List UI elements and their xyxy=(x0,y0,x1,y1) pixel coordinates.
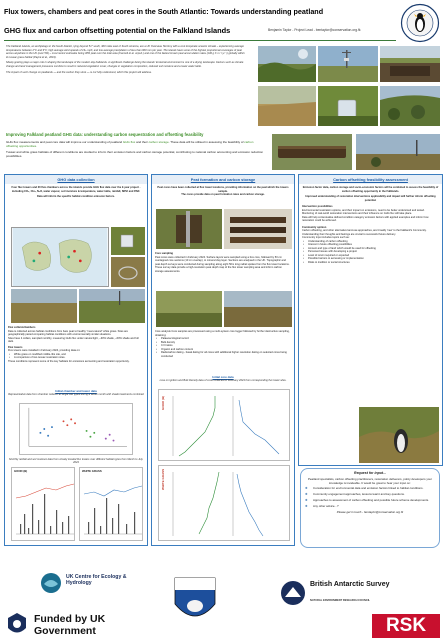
contact-line[interactable]: Please get in touch - bentaylor@conservation.org.fk xyxy=(336,509,404,514)
list-item: • Understanding of carbon offsetting xyxy=(302,240,439,244)
photo-tussac-coast xyxy=(258,46,316,82)
panel-intro: Peat cores have been collected at flux tower locations, providing information on the peat which the towers sample. xyxy=(157,186,289,193)
panel-intro: Improved understanding of restoration interventions applicability and impact will further inform offsetting potential. xyxy=(305,195,436,202)
list-item: • C:N ratios xyxy=(155,344,291,348)
photo-survey-1 xyxy=(156,291,222,327)
section-heading: Flux towers xyxy=(8,345,23,349)
aims-text-part: GHG flux measurements and peat core data will improve our understanding of peatland xyxy=(6,140,123,144)
panel-intro: The cores provide data on peat formation rates and carbon storage. xyxy=(181,193,265,196)
photo-penguin-grass xyxy=(359,407,439,463)
panel-body-3 xyxy=(155,330,291,360)
section-text: Data will help contextualise defined condition category emission factors with applied examples and inform how restoration could be achieved. xyxy=(302,215,429,222)
photo-peat-coring xyxy=(156,209,222,249)
chart-panel-label: GOOD (B) xyxy=(14,469,28,473)
panel-body xyxy=(155,186,291,199)
panel-carbon-offsetting xyxy=(298,174,443,466)
chart2-header xyxy=(8,458,144,464)
list-item: • A comparison of two tussac restoration sites. xyxy=(8,356,144,360)
section-text: Community input includes topics such as: xyxy=(302,236,350,239)
panel-intro: Four flux towers and 20 flux chambers across the islands provide GHG flux data over the 2-year project - including CO₂, CH₄, N₂O, water vapour, soil moisture & temperature, water table, rainfall, NDVI and PAR. xyxy=(11,186,141,193)
list-item: • Level of return required or expected xyxy=(302,254,439,258)
list-item: • Perceived issues with developing a project xyxy=(302,250,439,254)
photo-grass-site-2 xyxy=(79,289,145,323)
intro-text xyxy=(6,45,246,76)
request-item: ✱ Community engagement approaches, lessons learnt and key questions. xyxy=(305,493,435,497)
section-heading: Flux collars/chambers xyxy=(8,326,36,329)
rsk-text: RSK xyxy=(385,615,427,636)
list-item: • Possible barriers to accessing or implementation xyxy=(302,257,439,261)
aims-highlight: carbon storage xyxy=(148,140,169,144)
intro-paragraph: The Falkland Islands, an archipelago in the South Atlantic, lying beyond 51° south, 300 miles east of South America, are a UK Overseas Territory with a cool temperate oceanic climate – experiencing average temperatures between 2°C and 9°C; high average wind speeds of 19+ mph; and low average precipitation of less than 600 mm per year. The islands have some of the highest proportional coverages of peat across anywhere in the UK (over 5%) – most recent estimates being 38% peat over the total area (Cannell et al. unpub.) and one of the fastest known peat accumulation rates (130 g C m⁻² yr⁻¹) globally within its tussac grass habitat (Payne et al., 2019). xyxy=(6,45,245,59)
section-text: Core analysis Core samples are processed using a multi-system core logger followed by further destructive sampling, obtaining: xyxy=(155,330,290,337)
funded-by-uk-gov-logo xyxy=(6,612,136,640)
aims-text-part: and their xyxy=(135,140,149,144)
chamber-flux-chart xyxy=(19,403,133,455)
photo-chamber-site xyxy=(111,227,145,255)
rainfall-chart-white-grass xyxy=(79,467,143,541)
list-item: • Organic and carbon content xyxy=(155,348,291,352)
ukceh-text: UK Centre for Ecology & Hydrology xyxy=(66,574,127,586)
chart-panel-label: GOOD (B) xyxy=(161,395,165,410)
aims-highlight: GHG flux xyxy=(122,140,136,144)
list-item: • Risks to tradition or social structures xyxy=(302,261,439,265)
request-intro: Peatland specialists, carbon offsetting practitioners, restoration deliverers, policy developers your knowledge is invaluable. It would be great to hear your input on: xyxy=(308,476,432,485)
bas-text: British Antarctic Survey xyxy=(310,581,390,588)
photo-peat-bank xyxy=(380,46,440,82)
aims-paragraph xyxy=(6,141,266,149)
photo-core-sections xyxy=(224,209,292,249)
falklands-crest-logo xyxy=(170,574,220,630)
rainfall-chart-good xyxy=(11,467,75,541)
section-text: Data is collected across habitat conditions from bare peat to healthy "near-natural" white grass. Sites are geographically paired comparing habitat conditions with environmentally similar situations. xyxy=(8,329,128,336)
panel-intro: Emission factor data, carbon storage and socio-economic factors will be combined to assess the feasibility of carbon offsetting opportunity in the Falklands. xyxy=(302,186,439,193)
request-for-input-box xyxy=(300,468,440,548)
photo-white-grass xyxy=(258,86,316,126)
core-chart-title: Initial core data xyxy=(212,375,234,379)
panel-note: Data will inform the specific habitat condition emission factors. xyxy=(37,195,115,198)
falklands-site-map xyxy=(11,227,109,287)
list-item: • Radiocarbon dating - basal dating for all cores with additional higher resolution dating on selected cores being conducted xyxy=(155,351,291,358)
core-chart-header xyxy=(155,375,291,382)
chart1-header xyxy=(8,389,144,396)
core-chart-caption: Loss on ignition and Bulk Density data of cores collected in February 2024 from corresponding flux tower sites. xyxy=(159,379,287,382)
aims-heading: Improving Falkland peatland GHG data: understanding carbon sequestration and offsetting feasibility xyxy=(6,132,204,137)
bas-logo xyxy=(280,580,430,608)
section-text: Flux towers were installed in February 2024, providing data on: xyxy=(8,349,81,352)
section-heading: Community opinion xyxy=(302,225,327,229)
photo-survey-2 xyxy=(224,291,292,327)
photo-tower-landscape xyxy=(356,134,440,170)
intro-paragraph: The impact of such change on peatlands — and the carbon they store — is not fully understood, which this project will address. xyxy=(6,70,152,74)
panel-body xyxy=(302,186,439,264)
photo-flux-tower xyxy=(318,46,378,82)
chart1-caption: Representative data from chamber network at single site types during a winter month with shade treatments combined xyxy=(8,393,144,396)
panel-ghg-data xyxy=(4,174,148,546)
aims-text-part: . xyxy=(36,143,37,148)
ukceh-logo xyxy=(40,570,150,596)
panel-body xyxy=(8,186,144,201)
photo-grass-site-1 xyxy=(11,289,77,323)
header-divider xyxy=(4,40,396,41)
footer-logos xyxy=(0,552,447,641)
list-item: • White grass on modified middle-ribs site, and xyxy=(8,353,144,357)
poster-title: Flux towers, chambers and peat cores in the South Atlantic: Towards understanding peatland xyxy=(4,7,324,16)
photo-tussac-slope xyxy=(380,86,440,126)
panel-title: GHG data collection xyxy=(5,175,147,184)
aims-text xyxy=(6,141,266,161)
section-heading: Intervention possibilities xyxy=(302,205,333,208)
core-profile-chart-white-grass xyxy=(158,465,290,541)
list-item: • Amount and type of land which would be used for offsetting xyxy=(302,247,439,251)
funded-text: Funded by UK Government xyxy=(34,613,106,637)
list-item: • Bulk density xyxy=(155,341,291,345)
request-item: ✱ Consideration for environmental data and emission factors linked to habitat conditions. xyxy=(305,487,435,491)
request-title: Request for input... xyxy=(354,471,386,475)
rsk-logo xyxy=(372,614,440,638)
section-text: Carbon offsetting, and other alternative land-use approaches, are broadly 'new' to the Falkland's Community. Understanding their thoughts and feelings are crucial to successful future delivery. xyxy=(302,229,427,236)
aims-highlight: carbon offsetting opportunities xyxy=(6,140,254,148)
panel-title: Peat formation and carbon storage xyxy=(152,175,294,184)
poster-header xyxy=(0,0,447,40)
panel-title: Carbon offsetting feasibility assessment xyxy=(299,175,442,184)
author-line: Benjamin Taylor - Project Lead - bentaylor@conservation.org.fk xyxy=(268,28,361,32)
bas-subtext: NATURAL ENVIRONMENT RESEARCH COUNCIL xyxy=(310,599,370,602)
list-item: • Palaeoecological record xyxy=(155,337,291,341)
section-text: Sites have 4 collars, sampled monthly, measuring GHG flux under natural light, ~30% shade, ~60% shade and full dark. xyxy=(8,336,139,343)
list-item: • Interest in future offsetting possibilities xyxy=(302,243,439,247)
chart-panel-label: WHITE GRASS xyxy=(161,468,165,490)
request-item: ✱ Any other advice...? xyxy=(305,505,435,509)
photo-peat-core xyxy=(272,134,352,170)
aims-paragraph: Tussac and white grass habitats of different conditions are studied to inform their emission factors and carbon storage potential, contributing to national carbon accounting and emission reduction possibilities. xyxy=(6,149,264,158)
intro-paragraph: Sheep grazing plays a major role in shaping the landscape of the modern day Falklands. A significant challenge facing the islands' terrestrial environment is one of a drying landscape. Factors such as climate change and land management pressures combine to result in reduced vegetation cover, changes in vegetation composition, reduced soil moisture and a lower water table. xyxy=(6,61,244,68)
photo-chamber-measurement xyxy=(318,86,378,126)
section-text: These conditions represent some of the key habitats for emissions accounting and restoration opportunity. xyxy=(8,359,130,363)
core-profile-chart-good xyxy=(158,389,290,461)
section-text: Monitoring of real-world restoration interventions and their influence on GHG flux will take place. xyxy=(302,212,413,215)
request-item: ✱ Approaches to assessment of carbon offsetting and possible future scheme developments. xyxy=(305,499,435,503)
aims-text-part: . These data will be utilised in assessing the feasibility of xyxy=(168,140,245,144)
panel-peat-formation xyxy=(151,174,295,546)
photo-collar xyxy=(111,257,145,287)
chart-panel-label: WHITE GRASS xyxy=(82,469,102,473)
poster-subtitle: GHG flux and carbon offsetting potential on the Falkland Islands xyxy=(4,26,231,35)
section-text: Environmental restoration options, and their impact on emissions, need to be better understood and tested. xyxy=(302,208,425,212)
section-text: Peat cores were collected in February 2024. Surface layers were sampled using a box core, followed by 50 cm overlapped core sections (10 cm overlap), to mineral clay layer. Sections are analysed in the UK. Topographic and peat depth surveys were conducted during sampling along eight 50m long radial spokes from the flux tower locations. These survey data provide a high-resolution peat depth map of the flux tower sampling area and inform carbon storage assessments. xyxy=(155,255,290,273)
chart1-title: Initial chamber and tower data xyxy=(55,389,97,393)
panel-body-2 xyxy=(155,252,291,275)
section-heading: Core sampling xyxy=(155,252,174,255)
chart2-caption: Monthly rainfall and soil moisture data from closely located flux towers over different habitat types from March to July 2024 xyxy=(9,458,143,464)
falklands-conservation-logo xyxy=(400,3,440,43)
panel-body-2 xyxy=(8,326,144,363)
